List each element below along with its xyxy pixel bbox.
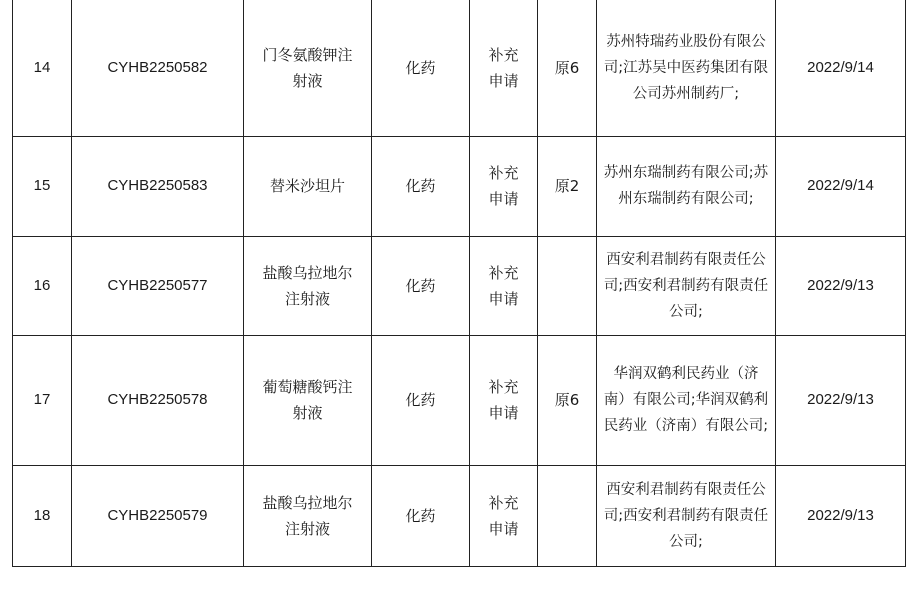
company-cell: 苏州特瑞药业股份有限公司;江苏吴中医药集团有限公司苏州制药厂; <box>597 0 776 136</box>
table-row <box>13 335 906 465</box>
row-number-cell: 16 <box>13 236 72 335</box>
company-cell: 华润双鹤利民药业（济南）有限公司;华润双鹤利民药业（济南）有限公司; <box>597 335 776 465</box>
acceptance-code-cell: CYHB2250577 <box>72 236 244 335</box>
table-row <box>13 465 906 566</box>
application-type-cell: 补充申请 <box>470 0 538 136</box>
acceptance-code-cell: CYHB2250583 <box>72 136 244 236</box>
registration-category-cell <box>538 465 597 566</box>
drug-name-cell: 葡萄糖酸钙注射液 <box>244 335 372 465</box>
drug-registration-table <box>12 0 906 567</box>
company-cell: 西安利君制药有限责任公司;西安利君制药有限责任公司; <box>597 465 776 566</box>
acceptance-code-cell: CYHB2250579 <box>72 465 244 566</box>
application-type-cell: 补充申请 <box>470 136 538 236</box>
registration-category-cell: 原6 <box>538 335 597 465</box>
company-cell: 西安利君制药有限责任公司;西安利君制药有限责任公司; <box>597 236 776 335</box>
row-number-cell: 14 <box>13 0 72 136</box>
drug-type-cell: 化药 <box>372 0 470 136</box>
registration-category-cell: 原6 <box>538 0 597 136</box>
drug-type-cell: 化药 <box>372 236 470 335</box>
drug-name-cell: 替米沙坦片 <box>244 136 372 236</box>
acceptance-code-cell: CYHB2250582 <box>72 0 244 136</box>
date-cell: 2022/9/14 <box>776 136 906 236</box>
date-cell: 2022/9/13 <box>776 335 906 465</box>
drug-name-cell: 盐酸乌拉地尔注射液 <box>244 465 372 566</box>
registration-category-cell: 原2 <box>538 136 597 236</box>
table-row <box>13 236 906 335</box>
drug-type-cell: 化药 <box>372 465 470 566</box>
application-type-cell: 补充申请 <box>470 465 538 566</box>
table-row <box>13 136 906 236</box>
registration-category-cell <box>538 236 597 335</box>
row-number-cell: 17 <box>13 335 72 465</box>
row-number-cell: 15 <box>13 136 72 236</box>
date-cell: 2022/9/13 <box>776 465 906 566</box>
row-number-cell: 18 <box>13 465 72 566</box>
date-cell: 2022/9/13 <box>776 236 906 335</box>
drug-name-cell: 门冬氨酸钾注射液 <box>244 0 372 136</box>
acceptance-code-cell: CYHB2250578 <box>72 335 244 465</box>
application-type-cell: 补充申请 <box>470 236 538 335</box>
application-type-cell: 补充申请 <box>470 335 538 465</box>
drug-type-cell: 化药 <box>372 136 470 236</box>
drug-type-cell: 化药 <box>372 335 470 465</box>
date-cell: 2022/9/14 <box>776 0 906 136</box>
company-cell: 苏州东瑞制药有限公司;苏州东瑞制药有限公司; <box>597 136 776 236</box>
drug-name-cell: 盐酸乌拉地尔注射液 <box>244 236 372 335</box>
table-row <box>13 0 906 136</box>
